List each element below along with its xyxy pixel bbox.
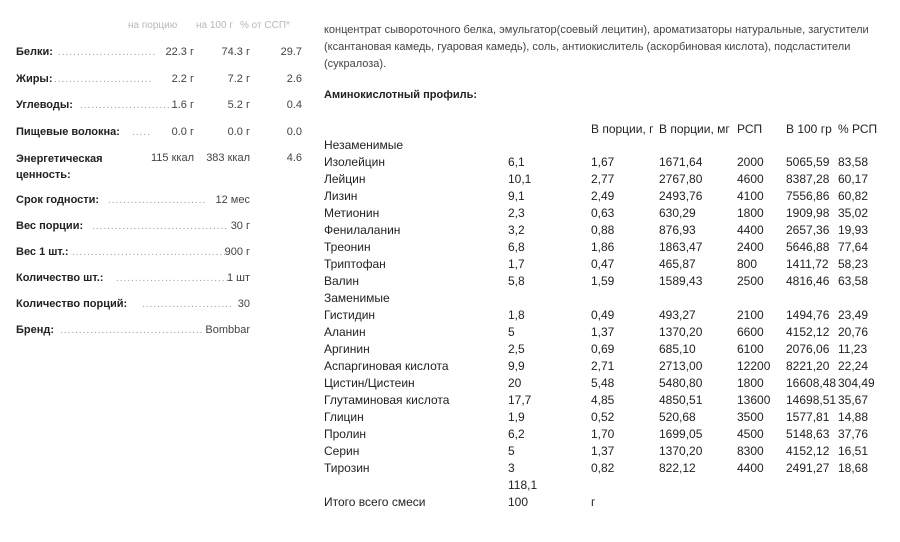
amino-per100: 2491,27 <box>786 461 830 475</box>
amino-header-percent-rsp: % РСП <box>838 122 878 136</box>
per-portion-value: 2.2 г <box>171 73 194 85</box>
amino-portion-g: 0,82 <box>591 461 615 475</box>
amino-rsp: 4600 <box>737 172 764 186</box>
amino-name: Гистидин <box>324 308 376 322</box>
amino-portion-g: 0,88 <box>591 223 615 237</box>
amino-per100: 1577,81 <box>786 410 830 424</box>
amino-portion-mg: 876,93 <box>659 223 696 237</box>
amino-portion-g: 1,37 <box>591 444 615 458</box>
amino-per100: 4816,46 <box>786 274 830 288</box>
amino-name: Триптофан <box>324 257 386 271</box>
amino-percent-rsp: 77,64 <box>838 240 869 254</box>
per-100-value: 383 ккал <box>206 152 250 164</box>
amino-portion-g: 5,48 <box>591 376 615 390</box>
amino-per100: 14698,51 <box>786 393 837 407</box>
amino-rsp: 8300 <box>737 444 764 458</box>
amino-portion-g: 1,37 <box>591 325 615 339</box>
amino-percent: 9,9 <box>508 359 525 373</box>
spec-row-shelf-life <box>16 193 294 213</box>
amino-per100: 4152,12 <box>786 444 830 458</box>
amino-per100: 1909,98 <box>786 206 830 220</box>
amino-name: Фенилаланин <box>324 223 401 237</box>
amino-portion-mg: 1370,20 <box>659 444 703 458</box>
amino-portion-g: 0,69 <box>591 342 615 356</box>
amino-portion-mg: 465,87 <box>659 257 696 271</box>
amino-percent: 3,2 <box>508 223 525 237</box>
amino-name: Заменимые <box>324 291 390 305</box>
amino-rsp: 2000 <box>737 155 764 169</box>
amino-name: Цистин/Цистеин <box>324 376 415 390</box>
amino-name: Глутаминовая кислота <box>324 393 450 407</box>
amino-name: Лейцин <box>324 172 366 186</box>
percent-value: 29.7 <box>280 46 302 58</box>
amino-name: Тирозин <box>324 461 370 475</box>
per-100-value: 0.0 г <box>227 126 250 138</box>
nutrition-row-energy <box>16 151 302 183</box>
amino-percent-rsp: 16,51 <box>838 444 869 458</box>
spec-label: Срок годности: <box>16 194 100 206</box>
nutrition-row-carbs <box>16 98 302 118</box>
amino-per100: 2076,06 <box>786 342 830 356</box>
composition-text: концентрат сывороточного белка, эмульгатор(соевый лецитин), ароматизаторы натуральные, загустители (ксантановая камедь, гуаровая камедь), соль, антиокислитель (аскорбиновая кислота), подсластители (сукралоза). <box>324 24 869 70</box>
spec-value: Bombbar <box>205 324 250 336</box>
dot-leader: .......................... <box>58 47 157 58</box>
col-header-percent: % от ССП* <box>240 20 290 31</box>
amino-percent: 118,1 <box>508 478 538 492</box>
per-100-value: 7.2 г <box>227 73 250 85</box>
amino-portion-mg: 1370,20 <box>659 325 703 339</box>
amino-percent: 5 <box>508 444 515 458</box>
amino-percent: 6,1 <box>508 155 525 169</box>
dot-leader: .......................................... <box>72 247 231 258</box>
col-header-per-portion: на порцию <box>128 20 178 31</box>
amino-name: Пролин <box>324 427 367 441</box>
amino-portion-mg: 1699,05 <box>659 427 703 441</box>
amino-percent-rsp: 37,76 <box>838 427 869 441</box>
amino-rsp: 1800 <box>737 376 764 390</box>
amino-per100: 16608,48 <box>786 376 837 390</box>
amino-name: Итого всего смеси <box>324 495 426 509</box>
dot-leader: .................................... <box>92 221 229 232</box>
dot-leader: ...................................... <box>60 325 204 336</box>
nutrition-label: Энергетическая ценность: <box>16 153 103 181</box>
amino-name: Глицин <box>324 410 364 424</box>
amino-portion-mg: 1589,43 <box>659 274 703 288</box>
nutrition-row-fiber <box>16 125 302 145</box>
amino-rsp: 6600 <box>737 325 764 339</box>
dot-leader: .............................. <box>116 273 230 284</box>
nutrition-label: Пищевые волокна: <box>16 126 120 138</box>
amino-percent-rsp: 20,76 <box>838 325 869 339</box>
percent-value: 4.6 <box>286 152 302 164</box>
spec-label: Количество шт.: <box>16 272 104 284</box>
spec-row-unit-weight <box>16 245 294 265</box>
amino-portion-mg: 493,27 <box>659 308 696 322</box>
amino-percent-rsp: 23,49 <box>838 308 869 322</box>
amino-per100: 1494,76 <box>786 308 830 322</box>
amino-percent-rsp: 35,02 <box>838 206 869 220</box>
amino-rsp: 2500 <box>737 274 764 288</box>
amino-rsp: 3500 <box>737 410 764 424</box>
amino-percent-rsp: 60,17 <box>838 172 869 186</box>
amino-percent-rsp: 22,24 <box>838 359 869 373</box>
amino-rsp: 4500 <box>737 427 764 441</box>
amino-percent-rsp: 19,93 <box>838 223 869 237</box>
nutrition-row-fat <box>16 72 302 92</box>
amino-portion-g: г <box>591 495 596 509</box>
nutrition-row-protein <box>16 45 302 65</box>
amino-rsp: 12200 <box>737 359 771 373</box>
amino-portion-mg: 1863,47 <box>659 240 703 254</box>
amino-portion-mg: 685,10 <box>659 342 696 356</box>
amino-portion-g: 2,77 <box>591 172 615 186</box>
amino-portion-mg: 2713,00 <box>659 359 703 373</box>
spec-row-portions <box>16 297 294 317</box>
dot-leader: .......................... <box>108 195 207 206</box>
amino-name: Аргинин <box>324 342 370 356</box>
percent-value: 2.6 <box>286 73 302 85</box>
spec-value: 30 г <box>230 220 250 232</box>
spec-value: 30 <box>237 298 250 310</box>
amino-portion-g: 1,67 <box>591 155 615 169</box>
spec-value: 12 мес <box>215 194 250 206</box>
spec-label: Бренд: <box>16 324 55 336</box>
amino-portion-g: 4,85 <box>591 393 615 407</box>
amino-percent: 9,1 <box>508 189 525 203</box>
amino-percent-rsp: 58,23 <box>838 257 869 271</box>
amino-per100: 7556,86 <box>786 189 830 203</box>
per-portion-value: 115 ккал <box>151 152 194 164</box>
amino-portion-g: 0,63 <box>591 206 615 220</box>
amino-name: Лизин <box>324 189 358 203</box>
amino-per100: 8387,28 <box>786 172 830 186</box>
amino-percent-rsp: 83,58 <box>838 155 869 169</box>
amino-per100: 5065,59 <box>786 155 830 169</box>
amino-portion-g: 1,59 <box>591 274 615 288</box>
amino-per100: 1411,72 <box>786 257 829 271</box>
amino-portion-g: 1,70 <box>591 427 615 441</box>
amino-percent-rsp: 14,88 <box>838 410 869 424</box>
amino-name: Серин <box>324 444 360 458</box>
amino-header-per100: В 100 гр <box>786 122 832 136</box>
amino-rsp: 4100 <box>737 189 764 203</box>
amino-per100: 5646,88 <box>786 240 830 254</box>
per-100-value: 5.2 г <box>227 99 250 111</box>
percent-value: 0.0 <box>286 126 302 138</box>
spec-value: 1 шт <box>226 272 250 284</box>
amino-portion-g: 0,52 <box>591 410 615 424</box>
spec-value: 900 г <box>224 246 250 258</box>
amino-percent: 1,7 <box>508 257 525 271</box>
amino-percent: 3 <box>508 461 515 475</box>
amino-percent-rsp: 11,23 <box>838 342 868 356</box>
nutrition-label: Жиры: <box>16 73 53 85</box>
spec-row-portion-weight <box>16 219 294 239</box>
amino-percent: 1,9 <box>508 410 525 424</box>
amino-header-portion-g: В порции, г <box>591 122 654 136</box>
amino-percent: 6,8 <box>508 240 525 254</box>
dot-leader: ........................ <box>142 299 233 310</box>
amino-rsp: 4400 <box>737 461 764 475</box>
amino-percent-rsp: 35,67 <box>838 393 869 407</box>
per-100-value: 74.3 г <box>221 46 250 58</box>
amino-name: Треонин <box>324 240 371 254</box>
amino-rsp: 800 <box>737 257 758 271</box>
amino-portion-g: 0,47 <box>591 257 615 271</box>
dot-leader: .......................... <box>54 74 153 85</box>
amino-name: Изолейцин <box>324 155 385 169</box>
amino-percent: 2,3 <box>508 206 525 220</box>
amino-per100: 5148,63 <box>786 427 830 441</box>
spec-row-brand <box>16 323 294 343</box>
amino-rsp: 6100 <box>737 342 764 356</box>
amino-portion-g: 2,49 <box>591 189 615 203</box>
amino-portion-g: 2,71 <box>591 359 615 373</box>
amino-percent: 100 <box>508 495 529 509</box>
spec-row-quantity <box>16 271 294 291</box>
amino-portion-mg: 4850,51 <box>659 393 703 407</box>
amino-portion-mg: 1671,64 <box>659 155 703 169</box>
amino-rsp: 13600 <box>737 393 771 407</box>
amino-percent-rsp: 18,68 <box>838 461 869 475</box>
nutrition-label: Углеводы: <box>16 99 73 111</box>
amino-percent: 20 <box>508 376 522 390</box>
amino-profile-title: Аминокислотный профиль: <box>324 89 478 101</box>
amino-rsp: 4400 <box>737 223 764 237</box>
per-portion-value: 1.6 г <box>171 99 194 111</box>
amino-name: Аланин <box>324 325 366 339</box>
amino-percent: 2,5 <box>508 342 525 356</box>
amino-portion-g: 1,86 <box>591 240 615 254</box>
amino-percent: 5 <box>508 325 515 339</box>
amino-percent: 5,8 <box>508 274 525 288</box>
amino-name: Валин <box>324 274 360 288</box>
amino-name: Метионин <box>324 206 380 220</box>
amino-portion-mg: 630,29 <box>659 206 696 220</box>
nutrition-label: Белки: <box>16 46 53 58</box>
dot-leader: .......................... <box>80 100 179 111</box>
amino-rsp: 2400 <box>737 240 764 254</box>
amino-portion-mg: 2767,80 <box>659 172 703 186</box>
amino-portion-g: 0,49 <box>591 308 615 322</box>
spec-label: Вес порции: <box>16 220 84 232</box>
amino-percent: 17,7 <box>508 393 532 407</box>
per-portion-value: 22.3 г <box>165 46 194 58</box>
amino-header-portion-mg: В порции, мг <box>659 122 730 136</box>
amino-percent: 6,2 <box>508 427 525 441</box>
amino-percent-rsp: 60,82 <box>838 189 869 203</box>
spec-label: Количество порций: <box>16 298 128 310</box>
amino-name: Аспаргиновая кислота <box>324 359 449 373</box>
amino-rsp: 2100 <box>737 308 764 322</box>
amino-portion-mg: 520,68 <box>659 410 696 424</box>
amino-per100: 4152,12 <box>786 325 830 339</box>
col-header-per-100: на 100 г <box>196 20 233 31</box>
dot-leader: ..... <box>132 127 151 138</box>
amino-name: Незаменимые <box>324 138 404 152</box>
spec-label: Вес 1 шт.: <box>16 246 69 258</box>
per-portion-value: 0.0 г <box>171 126 194 138</box>
amino-percent: 1,8 <box>508 308 525 322</box>
amino-percent: 10,1 <box>508 172 532 186</box>
amino-header-rsp: РСП <box>737 122 763 136</box>
percent-value: 0.4 <box>286 99 302 111</box>
amino-per100: 8221,20 <box>786 359 830 373</box>
amino-portion-mg: 5480,80 <box>659 376 703 390</box>
amino-rsp: 1800 <box>737 206 764 220</box>
amino-per100: 2657,36 <box>786 223 830 237</box>
amino-portion-mg: 822,12 <box>659 461 696 475</box>
amino-portion-mg: 2493,76 <box>659 189 703 203</box>
amino-percent-rsp: 304,49 <box>838 376 875 390</box>
amino-percent-rsp: 63,58 <box>838 274 869 288</box>
